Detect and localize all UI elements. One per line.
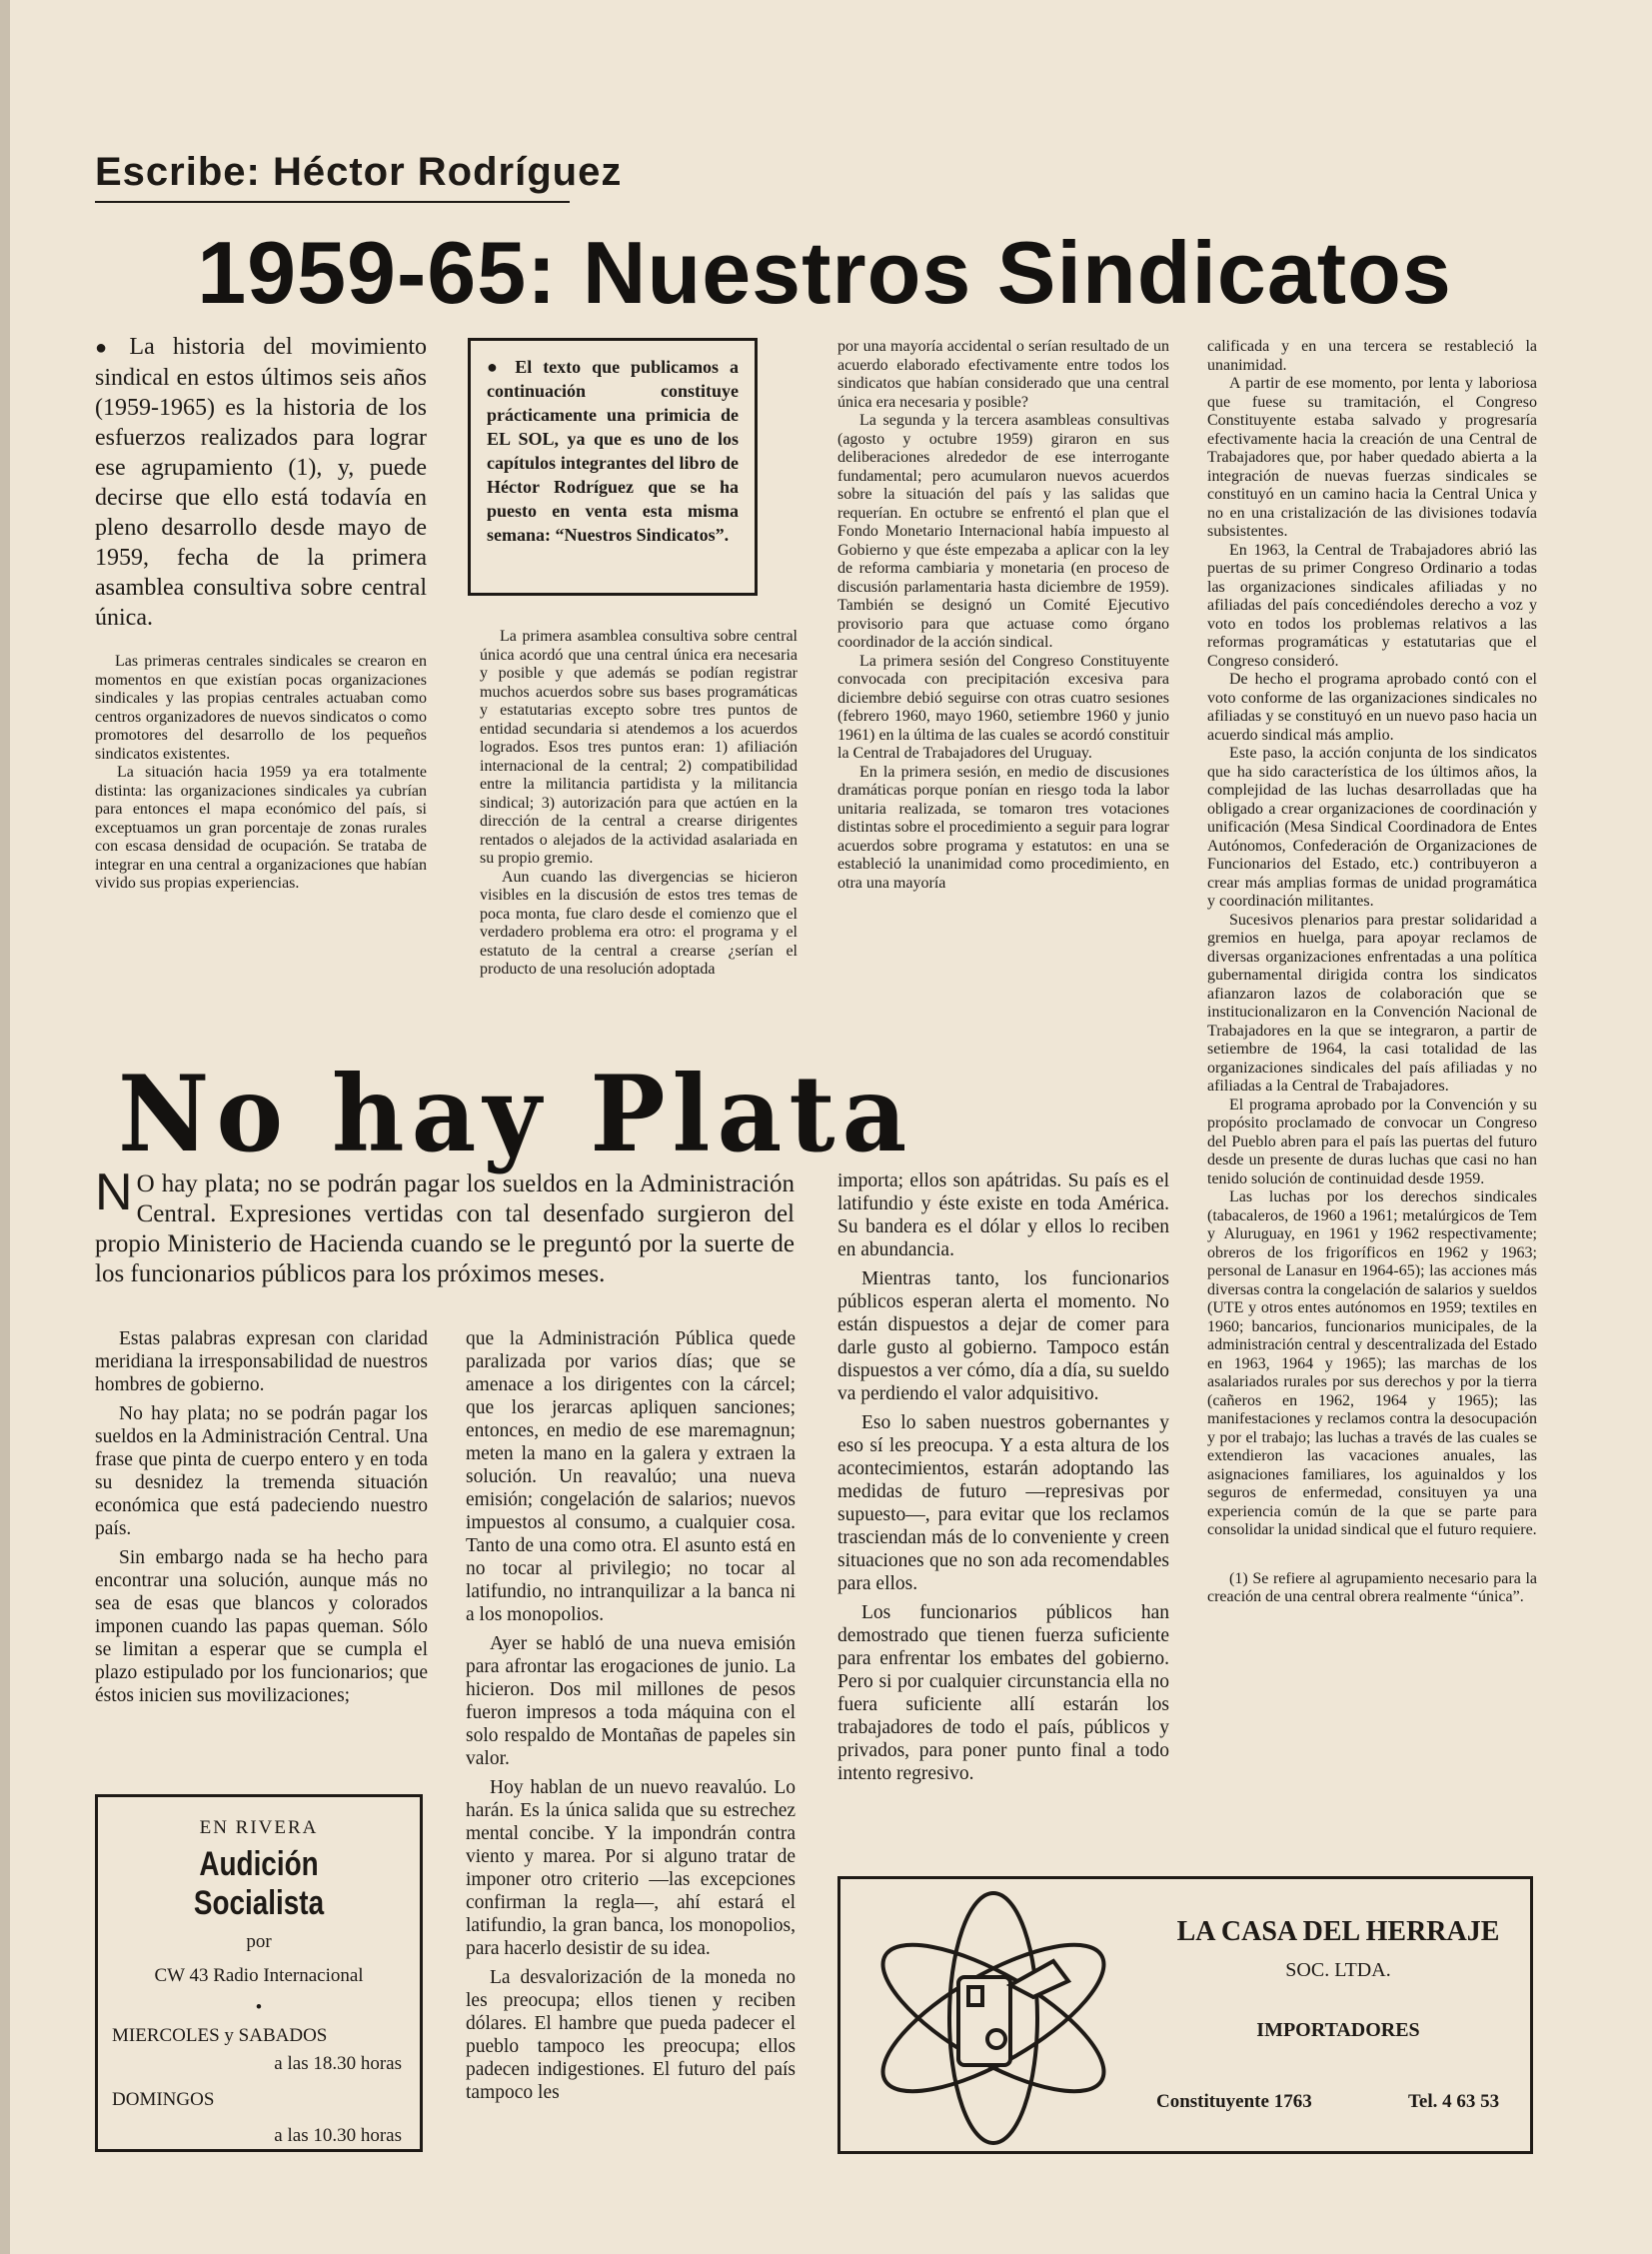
paragraph: En 1963, la Central de Trabajadores abrió las puertas de su primer Congreso Ordinario a todas las organizaciones sindicales afiliadas y no afiliadas del país concediéndoles derecho a voz y voto en todos los problemas relativos a las reformas programáticas y estatutarias que el Congreso consideró.: [1207, 541, 1537, 670]
paragraph: por una mayoría accidental o serían resultado de un acuerdo elaborado efectivamente entre todos los sindicatos que habían considerado que una central única era necesaria y posible?: [837, 338, 1169, 411]
ad-location: EN RIVERA: [199, 1817, 319, 1838]
ad-por: por: [246, 1931, 272, 1952]
paragraph: Sin embargo nada se ha hecho para encontrar una solución, aunque más no sea de esas que blancos y colorados imponen cuando las papas queman. Sólo se limitan a esperar que se cumpla el plazo estipulado por los funcionarios; que éstos inicien sus movilizaciones;: [95, 1547, 428, 1706]
paragraph: que la Administración Pública quede paralizada por varios días; que se amenace a los dirigentes con la cárcel; que los jerarcas apliquen sanciones; entonces, en medio de ese maremagnun; meten la mano en la galera y extraen la solución. Un reavalúo; una nueva emisión; congelación de salarios; nuevos impuestos al consumo, a cualquier cosa. Tanto de una como otra. El asunto está en no tocar al privilegio; no tocar al latifundio, no intranquilizar a la banca ni a los monopolios.: [466, 1328, 796, 1625]
article-1-title: 1959-65: Nuestros Sindicatos: [197, 223, 1452, 322]
article-1-column-1: [95, 332, 427, 894]
store-name: LA CASA DEL HERRAJE: [1176, 1916, 1500, 1947]
paragraph: Eso lo saben nuestros gobernantes y eso sí les preocupa. Y a esta altura de los acontecimientos, estarán adoptando las medidas de futuro —represivas por supuesto—, para evitar que los reclamos trasciendan más de lo conveniente y creen situaciones que no son ada recomendables para ellos.: [837, 1412, 1169, 1594]
paragraph: La situación hacia 1959 ya era totalmente distinta: las organizaciones sindicales ya cubrían para entonces el mapa económico del país, si exceptuamos un gran porcentaje de zonas rurales con escasa densidad de ocupación. Se trataba de integrar en una central a organizaciones que habían vivido sus propias experiencias.: [95, 764, 427, 892]
paragraph: Las primeras centrales sindicales se crearon en momentos en que existían pocas organizaciones sindicales y las propias centrales actuaban como centros organizadores de nuevos sindicatos o como promotores del desarrollo de los pequeños sindicatos existentes.: [95, 653, 427, 763]
paragraph: La primera sesión del Congreso Constituyente convocada con precipitación excesiva para diciembre debió seguirse con otras cuatro sesiones (febrero 1960, mayo 1960, setiembre 1960 y junio 1961) en la última de las cuales se acordó constituir la Central de Trabajadores del Uruguay.: [837, 652, 1169, 762]
paragraph: Hoy hablan de un nuevo reavalúo. Lo harán. Es la única salida que su estrechez mental concibe. Y la impondrán contra viento y marea. Por si alguno tratar de imponer otro criterio —las excepciones confirman la regla—, ahí estará el latifundio, la gran banca, los monopolios, para hacerlo desistir de su idea.: [466, 1777, 796, 1959]
paragraph: Aun cuando las divergencias se hicieron visibles en la discusión de estos tres temas de poca monta, fue claro desde el comienzo que el verdadero problema era otro: el programa y el estatuto de la central a crearse ¿serían el producto de una resolución adoptada: [480, 868, 798, 978]
paragraph: En la primera sesión, en medio de discusiones dramáticas porque ponían en riesgo toda la labor unitaria realizada, se tomaron tres votaciones distintas sobre el procedimiento a seguir para lograr acuerdos sobre programa y estatutos: en una se estableció la unanimidad como procedimiento, en otra una mayoría: [837, 763, 1169, 892]
article-2-title: No hay Plata: [118, 1052, 914, 1175]
atom-lock-logo-icon: [858, 1889, 1128, 2147]
radio-advertisement: [95, 1794, 423, 2152]
article-2-column-2: [466, 1327, 796, 2104]
store-business: IMPORTADORES: [1256, 2019, 1420, 2041]
paragraph: Los funcionarios públicos han demostrado que tienen fuerza suficiente para enfrentar los embates del gobierno. Pero si por cualquier circunstancia ella no fuera suficiente allí estarán los trabajadores de todo el país, públicos y privados, para poner punto final a todo intento regresivo.: [837, 1602, 1169, 1784]
paragraph: A partir de ese momento, por lenta y laboriosa que fuese su tramitación, el Congreso Constituyente estaba salvado y progresaría efectivamente hacia la creación de una Central de Trabajadores que, por haber quedado abierta a la integración de nuevas fuerzas sindicales se constituyó en un camino hacia la Central Unica y no en una cristalización de las divisiones todavía subsistentes.: [1207, 375, 1537, 540]
paragraph: Mientras tanto, los funcionarios públicos esperan alerta el momento. No están dispuestos a dejar de comer para darle gusto al gobierno. Tampoco están dispuestos a ver cómo, día a día, su sueldo va perdiendo el valor adquisitivo.: [837, 1268, 1169, 1404]
paragraph: No hay plata; no se podrán pagar los sueldos en la Administración Central. Una frase que pinta de cuerpo entero y en toda su desnidez la tremenda situación económica que está padeciendo nuestro país.: [95, 1403, 428, 1539]
article-1-col1-body: [95, 653, 427, 894]
paragraph: Estas palabras expresan con claridad meridiana la irresponsabilidad de nuestros hombres de gobierno.: [95, 1328, 428, 1395]
byline: Escribe: Héctor Rodríguez: [95, 150, 623, 194]
store-type: SOC. LTDA.: [1285, 1959, 1391, 1981]
article-2-column-3: [837, 1169, 1169, 1785]
paragraph: Sucesivos plenarios para prestar solidaridad a gremios en huelga, para apoyar reclamos de diversas organizaciones enfrentadas a una política gubernamental dirigida contra los sindicatos afianzaron lazos de colaboración que se institucionalizaron en la Convención Nacional de Trabajadores en la que se integraron, a partir de setiembre de 1964, la casi totalidad de las organizaciones sindicales del país afiliadas y no afiliadas a la Central de Trabajadores.: [1207, 911, 1537, 1095]
article-1-column-4: [1207, 338, 1537, 1607]
article-2-intro: N O hay plata; no se podrán pagar los sueldos en la Administración Central. Expresiones vertidas con tal desenfado surgieron del propio Ministerio de Hacienda cuando se le preguntó por la suerte de los funcionarios públicos para los próximos meses.: [95, 1163, 795, 1287]
article-1-lead: ● La historia del movimiento sindical en estos últimos seis años (1959-1965) es la historia de los esfuerzos realizados para lograr ese agrupamiento (1), y, puede decirse que ello está todavía en pleno desarrollo desde mayo de 1959, fecha de la primera asamblea consultiva sobre central única.: [95, 334, 427, 631]
paragraph: De hecho el programa aprobado contó con el voto conforme de las organizaciones sindicales no afiliadas y se constituyó en un nuevo paso hacia un acuerdo sindical más amplio.: [1207, 671, 1537, 744]
ad-time-1: a las 18.30 horas: [274, 2053, 402, 2074]
paragraph: El programa aprobado por la Convención y su propósito proclamado de convocar un Congreso del Pueblo abren para el país las puertas del futuro desde un presente de duras luchas que casi no han tenido solución de continuidad desde 1959.: [1207, 1096, 1537, 1187]
ad-days-2: DOMINGOS: [112, 2089, 215, 2110]
bullet-icon: ●: [95, 337, 120, 359]
article-1-column-3: [837, 338, 1169, 893]
ad-program-name: Audición Socialista: [193, 1845, 325, 1922]
drop-cap: N: [95, 1163, 133, 1221]
store-phone: Tel. 4 63 53: [1408, 2091, 1500, 2112]
paragraph: Este paso, la acción conjunta de los sindicatos que ha sido característica de los últimos años, la complejidad de las luchas desarrolladas que ha obligado a crear organizaciones de coordinación y unificación (Mesa Sindical Coordinadora de Entes Autónomos, Confederación de Organizaciones de Funcionarios del Estado, etc.) contribuyeron a crear más amplias formas de unidad programática y coordinación militantes.: [1207, 745, 1537, 910]
hardware-store-advertisement: [837, 1876, 1533, 2154]
editor-note-box: ● El texto que publicamos a continuación constituye prácticamente una primicia de EL SOL, ya que es uno de los capítulos integrantes del libro de Héctor Rodríguez que se ha puesto en venta esta misma semana: “Nuestros Sindicatos”.: [468, 338, 758, 596]
page-edge: [0, 0, 10, 2254]
paragraph: importa; ellos son apátridas. Su país es el latifundio y éste existe en toda América. Su bandera es el dólar y ellos lo reciben en abundancia.: [837, 1170, 1169, 1260]
ad-days-1: MIERCOLES y SABADOS: [112, 2025, 328, 2046]
byline-rule: [95, 201, 570, 203]
ad-time-2: a las 10.30 horas: [274, 2125, 402, 2146]
paragraph: La segunda y la tercera asambleas consultivas (agosto y octubre 1959) giraron en sus deliberaciones alrededor de ese interrogante fundamental; pero acumularon nuevos acuerdos sobre la situación del país y las salidas que requerían. En octubre se enfrentó el plan que el Fondo Monetario Internacional había impuesto al Gobierno y que éste empezaba a aplicar con la ley de reforma cambiaria y monetaria (en proceso de discusión parlamentaria hasta diciembre de 1959). También se designó un Comité Ejecutivo provisorio para que actuase como órgano coordinador de la acción sindical.: [837, 412, 1169, 651]
footnote: (1) Se refiere al agrupamiento necesario para la creación de una central obrera realmente “única”.: [1207, 1569, 1537, 1605]
paragraph: calificada y en una tercera se restableció la unanimidad.: [1207, 338, 1537, 374]
store-address: Constituyente 1763: [1156, 2091, 1312, 2112]
bullet-icon: •: [255, 1997, 263, 2018]
article-1-column-2: [480, 628, 798, 980]
article-2-column-1: [95, 1327, 428, 1707]
ad-station: CW 43 Radio Internacional: [154, 1965, 364, 1986]
paragraph: Ayer se habló de una nueva emisión para afrontar las erogaciones de junio. La hicieron. Dos mil millones de pesos fueron impresos a toda máquina con el solo respaldo de Montañas de papeles sin valor.: [466, 1633, 796, 1769]
paragraph: La desvalorización de la moneda no les preocupa; ellos tienen y reciben dólares. El hambre que pueda padecer el pueblo tampoco les preocupa; ellos padecen indigestiones. El futuro del país tampoco les: [466, 1967, 796, 2103]
bullet-icon: ●: [487, 357, 516, 377]
paragraph: Las luchas por los derechos sindicales (tabacaleros, de 1960 a 1961; metalúrgicos de Tem y Aluruguay, en 1961 y 1962 respectivamente; obreros de los frigoríficos en 1962 y 1963; personal de Lanasur en 1964-65); las acciones más diversas contra la congelación de salarios y sueldos (UTE y otros entes autónomos en 1959; textiles en 1960; bancarios, funcionarios municipales, de la administración central y descentralizada del Estado en 1963, 1964 y 1965); las marchas de los asalariados rurales por sus derechos y por la tierra (cañeros en 1962, 1964 y 1965); las manifestaciones y reclamos contra la desocupación y por el trabajo; las luchas a través de las cuales se extendieron las vacaciones anuales, las asignaciones familiares, los aguinaldos y los seguros de enfermedad, consituyen ya una experiencia común de la que se parte para consolidar la unidad sindical que el futuro requiere.: [1207, 1188, 1537, 1538]
paragraph: La primera asamblea consultiva sobre central única acordó que una central única era necesaria y posible y que además se podían registrar muchos acuerdos sobre sus bases programáticas y estatutarias excepto sobre tres puntos de entidad secundaria si atendemos a los acuerdos logrados. Esos tres puntos eran: 1) afiliación internacional de la central; 2) compatibilidad entre la militancia partidista y la militancia sindical; 3) autorización para que actúen en la dirección de la central a crearse dirigentes rentados o alejados de la actividad asalariada en su propio gremio.: [480, 628, 798, 867]
